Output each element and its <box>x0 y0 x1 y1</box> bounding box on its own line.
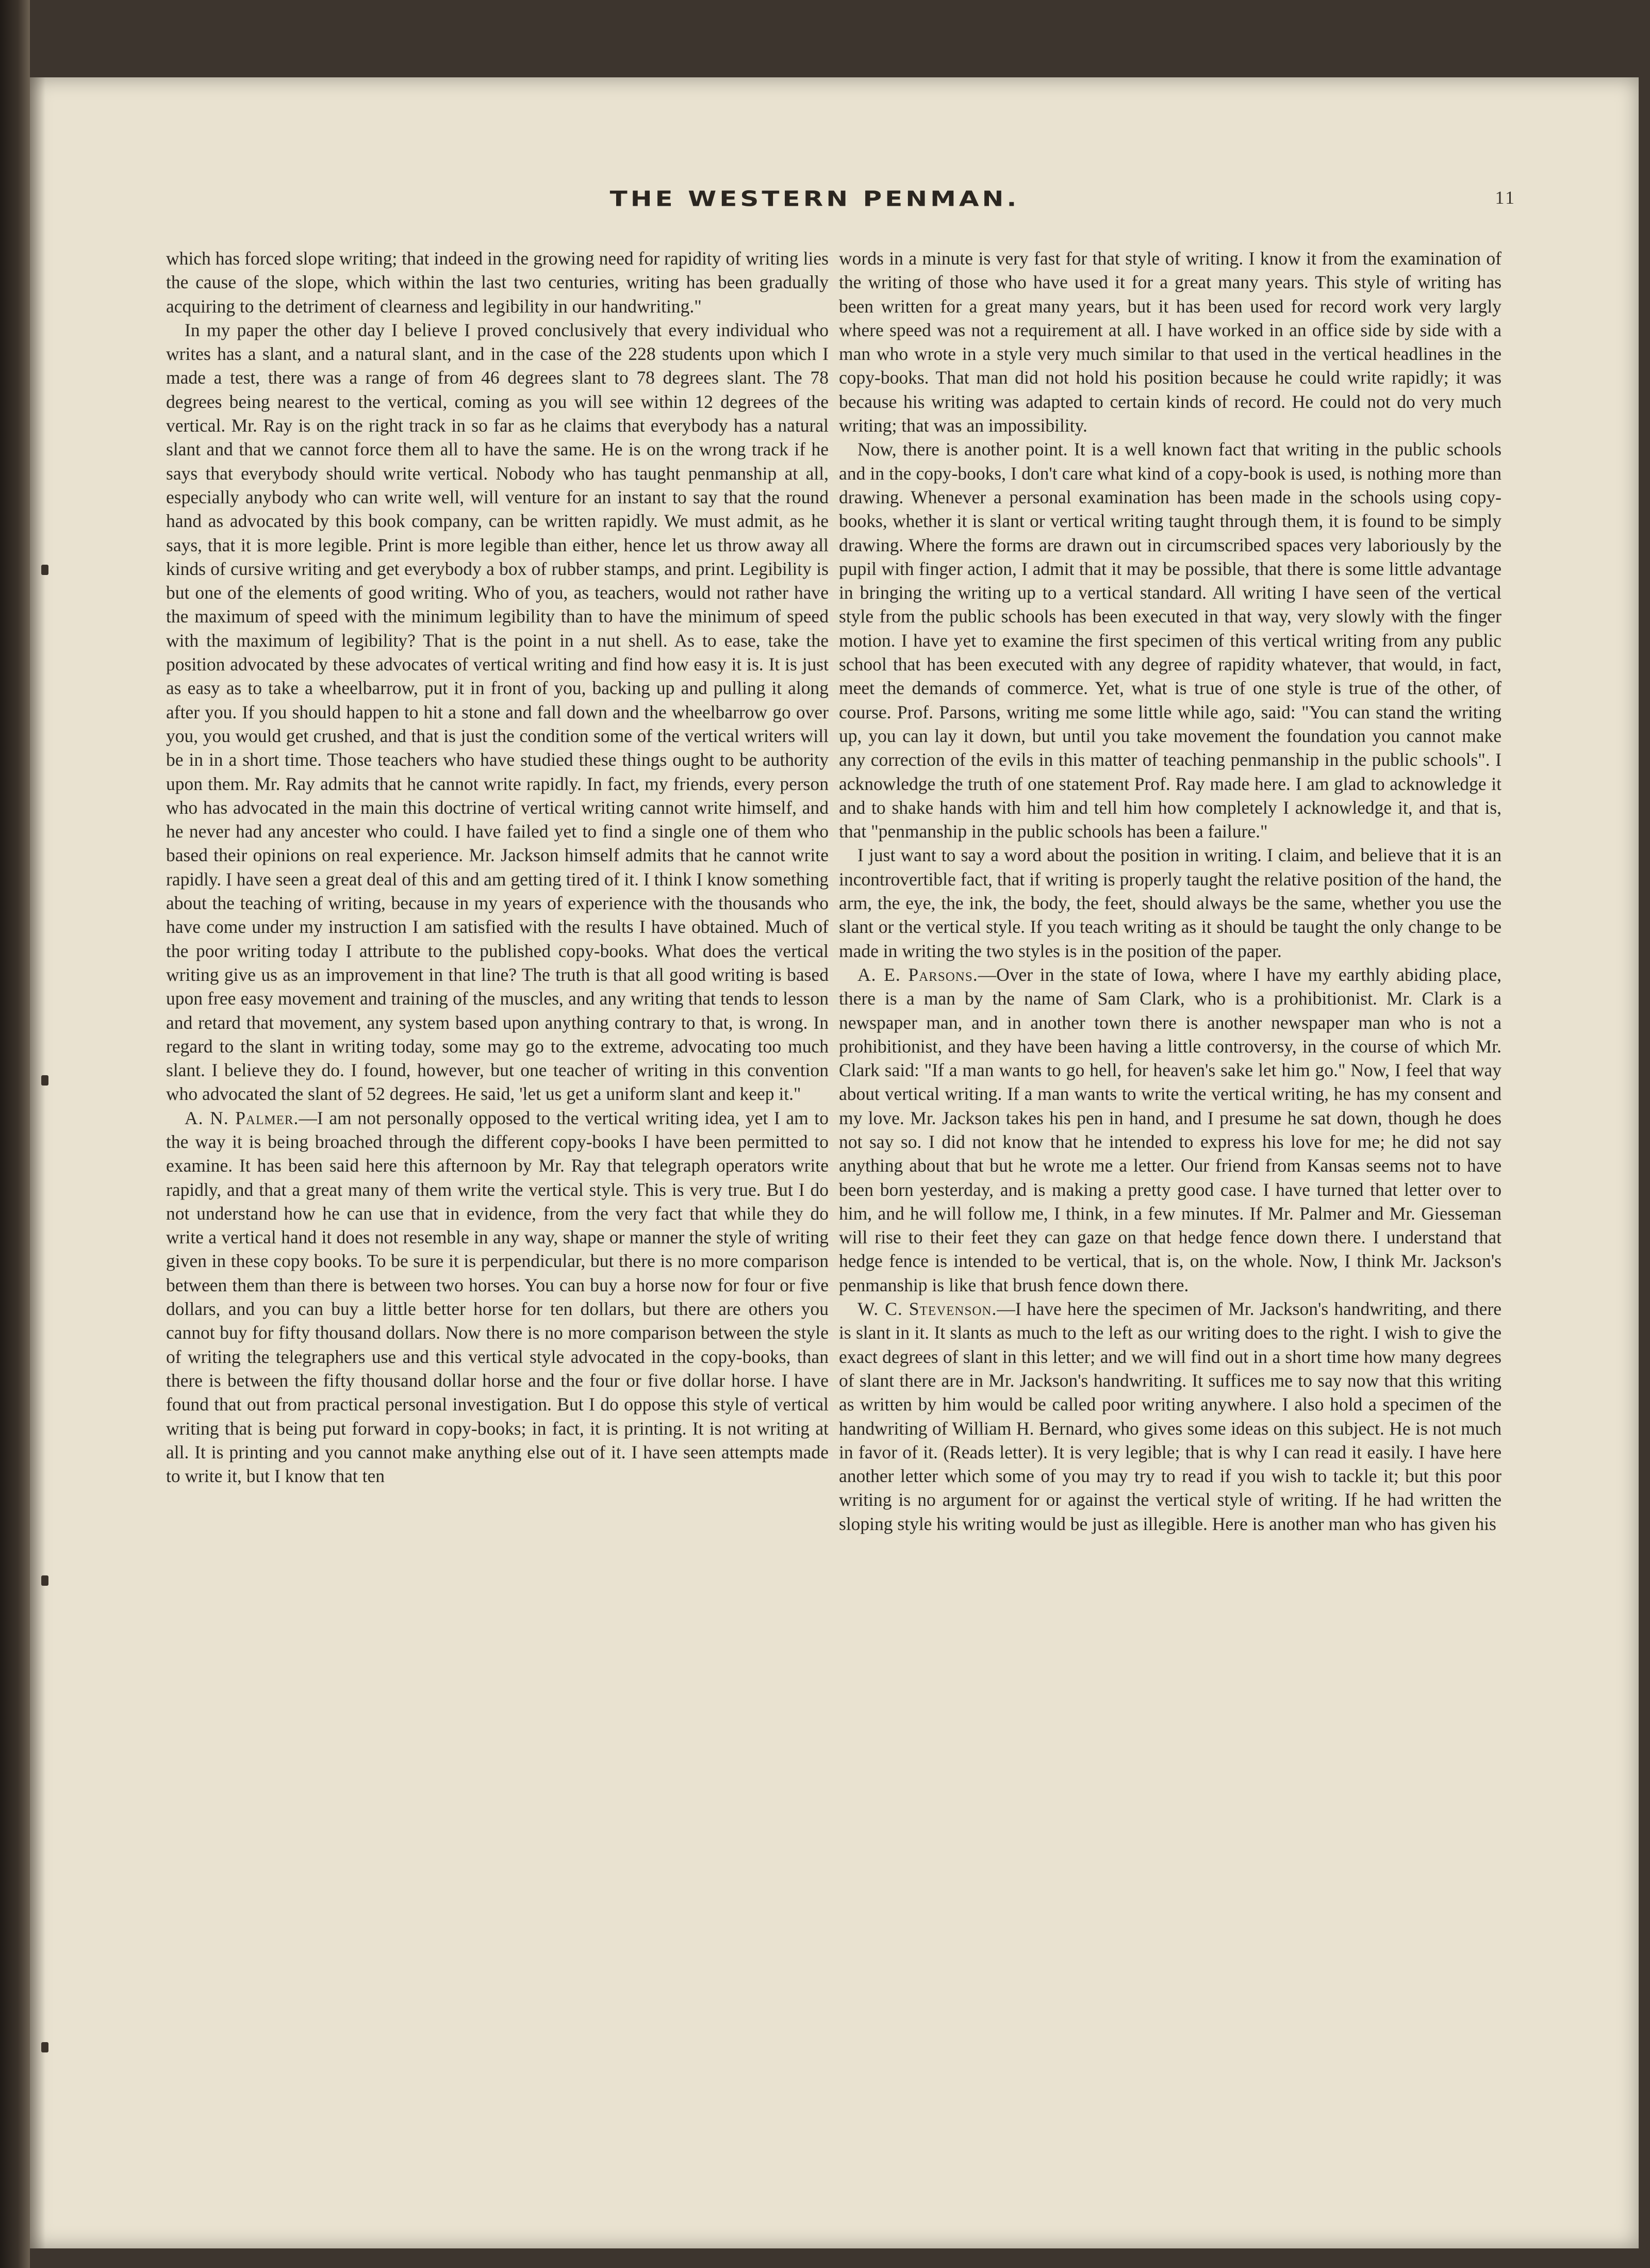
speaker-name: W. C. Stevenson. <box>857 1299 997 1320</box>
paragraph: Now, there is another point. It is a well known fact that writing in the public schools and in the copy-books, I don't care what kind of a copy-book is used, is nothing more than drawing. Whenever a personal examination has been made in the schools using copy-books, whether it is slant or vertical writing taught through them, it is found to be simply drawing. Where the forms are drawn out in circumscribed spaces very laboriously by the pupil with finger action, I admit that it may be possible, that there is some little advantage in bringing the writing up to a vertical standard. All writing I have seen of the vertical style from the public schools has been executed in that way, very slowly with the finger motion. I have yet to examine the first specimen of this vertical writing from any public school that has been executed with any degree of rapidity whatever, that would, in fact, meet the demands of commerce. Yet, what is true of one style is true of the other, of course. Prof. Parsons, writing me some little while ago, said: "You can stand the writing up, you can lay it down, but until you take movement the foundation you cannot make any correction of the evils in this matter of teaching penmanship in the public schools". I acknowledge the truth of one statement Prof. Ray made here. I am glad to acknowledge it and to shake hands with him and tell him how completely I acknowledge it, and that is, that "penmanship in the public schools has been a failure." <box>839 439 1502 842</box>
paragraph-text: —Over in the state of Iowa, where I have my earthly abiding place, there is a man by the name of Sam Clark, who is a prohibitionist. Mr. Clark is a newspaper man, and in another town there is another newspaper man who is not a prohibitionist, and they have been having a little controversy, in the course of which Mr. Clark said: "If a man wants to go hell, for heaven's sake let him go." Now, I feel that way about vertical writing. If a man wants to write the vertical writing, he has my consent and my love. Mr. Jackson takes his pen in hand, and I presume he sat down, though he does not say so. I did not know that he intended to express his love for me; he did not say anything about that but he wrote me a letter. Our friend from Kansas seems not to have been born yesterday, and is making a pretty good case. I have turned that letter over to him, and he will follow me, I think, in a few minutes. If Mr. Palmer and Mr. Giesseman will rise to their feet they can gaze on that hedge fence down there. I understand that hedge fence is intended to be vertical, that is, on the whole. Now, I think Mr. Jackson's penmanship is like that brush fence down there. <box>839 964 1502 1295</box>
paragraph-text: —I have here the specimen of Mr. Jackson's handwriting, and there is slant in it. It slants as much to the left as our writing does to the right. I wish to give the exact degrees of slant in this letter; and we will find out in a short time how many degrees of slant there are in Mr. Jackson's handwriting. It suffices me to say now that this writing as written by him would be called poor writing anywhere. I also hold a specimen of the handwriting of William H. Bernard, who gives some ideas on this subject. He is not much in favor of it. (Reads letter). It is very legible; that is why I can read it easily. I have here another letter which some of you may try to read if you wish to tackle it; but this poor writing is no argument for or against the vertical style of writing. If he had written the sloping style his writing would be just as illegible. Here is another man who has given his <box>839 1299 1502 1534</box>
margin-mark <box>41 2042 48 2052</box>
paragraph-text: —I am not personally opposed to the vertical writing idea, yet I am to the way it is being broached through the different copy-books I have been permitted to examine. It has been said here this afternoon by Mr. Ray that telegraph operators write rapidly, and that a great many of them write the vertical style. This is very true. But I do not understand how he can use that in evidence, from the very fact that while they do write a vertical hand it does not resemble in any way, shape or manner the style of writing given in these copy books. To be sure it is perpendicular, but there is no more comparison between them than there is between two horses. You can buy a horse now for four or five dollars, and you can buy a little better horse for ten dollars, but there are others you cannot buy for fifty thousand dollars. Now there is no more comparison between the style of writing the telegraphers use and this vertical style advocated in the copy-books, than there is between the fifty thousand dollar horse and the four or five dollar horse. I have found that out from practical personal investigation. But I do oppose this style of vertical writing that is being put forward in copy-books; in fact, it is printing. It is not writing at all. It is printing and you cannot make anything else out of it. I have seen attempts made to write it, but I know that ten <box>166 1107 829 1487</box>
paragraph <box>839 963 1502 1297</box>
margin-mark <box>41 565 48 575</box>
paragraph: I just want to say a word about the position in writing. I claim, and believe that it is an incontrovertible fact, that if writing is properly taught the relative position of the hand, the arm, the eye, the ink, the body, the feet, should always be the same, whether you use the slant or the vertical style. If you teach writing as it should be taught the only change to be made in writing the two styles is in the position of the paper. <box>839 845 1502 961</box>
masthead-title: THE WESTERN PENMAN. <box>609 187 1020 211</box>
right-column <box>839 246 1502 1536</box>
speaker-name: A. E. Parsons. <box>857 964 978 985</box>
paragraph: words in a minute is very fast for that style of writing. I know it from the examination of the writing of those who have used it for a great many years. This style of writing has been written for a great many years, but it has been used for record work very largly where speed was not a requirement at all. I have worked in an office side by side with a man who wrote in a style very much similar to that used in the vertical headlines in the copy-books. That man did not hold his position because he could write rapidly; it was because his writing was adapted to certain kinds of record. He could not do very much writing; that was an impossibility. <box>839 248 1502 436</box>
speaker-name: A. N. Palmer. <box>185 1107 299 1128</box>
paragraph <box>166 1106 829 1488</box>
running-header <box>165 187 1516 218</box>
margin-mark <box>41 1575 48 1586</box>
margin-mark <box>41 1075 48 1086</box>
paragraph: In my paper the other day I believe I proved conclusively that every individual who writes has a slant, and a natural slant, and in the case of the 228 students upon which I made a test, there was a range of from 46 degrees slant to 78 degrees slant. The 78 degrees being nearest to the vertical, coming as you will see within 12 degrees of the vertical. Mr. Ray is on the right track in so far as he claims that everybody has a natural slant and that we cannot force them all to have the same. He is on the wrong track if he says that everybody should write vertical. Nobody who has taught penmanship at all, especially anybody who can write well, will venture for an instant to say that the round hand as advocated by this book company, can be written rapidly. We must admit, as he says, that it is more legible. Print is more legible than either, hence let us throw away all kinds of cursive writing and get everybody a box of rubber stamps, and print. Legibility is but one of the elements of good writing. Who of you, as teachers, would not rather have the maximum of speed with the minimum legibility than to have the minimum of speed with the maximum of legibility? That is the point in a nut shell. As to ease, take the position advocated by these advocates of vertical writing and find how easy it is. It is just as easy as to take a wheelbarrow, put it in front of you, backing up and pulling it along after you. If you should happen to hit a stone and fall down and the wheelbarrow go over you, you would get crushed, and that is just the condition some of the vertical writers will be in in a short time. Those teachers who have studied these things ought to be authority upon them. Mr. Ray admits that he cannot write rapidly. In fact, my friends, every person who has advocated in the main this doctrine of vertical writing cannot write himself, and he never had any ancester who could. I have failed yet to find a single one of them who based their opinions on real experience. Mr. Jackson himself admits that he cannot write rapidly. I have seen a great deal of this and am getting tired of it. I think I know something about the teaching of writing, because in my years of experience with the thousands who have come under my instruction I am satisfied with the results I have obtained. Much of the poor writing today I attribute to the published copy-books. What does the vertical writing give us as an improvement in that line? The truth is that all good writing is based upon free easy movement and training of the muscles, and any writing that tends to lesson and retard that movement, any system based upon anything contrary to that, is wrong. In regard to the slant in writing today, some may go to the extreme, advocating too much slant. I believe they do. I found, however, but one teacher of writing in this convention who advocated the slant of 52 degrees. He said, 'let us get a uniform slant and keep it." <box>166 319 829 1105</box>
paragraph <box>839 1297 1502 1536</box>
book-binding <box>0 0 30 2268</box>
left-column <box>166 246 829 1488</box>
page-number: 11 <box>1495 187 1516 208</box>
page-gutter-shadow <box>30 77 45 2248</box>
paragraph: which has forced slope writing; that indeed in the growing need for rapidity of writing lies the cause of the slope, which within the last two centuries, writing has been gradually acquiring to the detriment of clearness and legibility in our handwriting." <box>166 248 829 317</box>
